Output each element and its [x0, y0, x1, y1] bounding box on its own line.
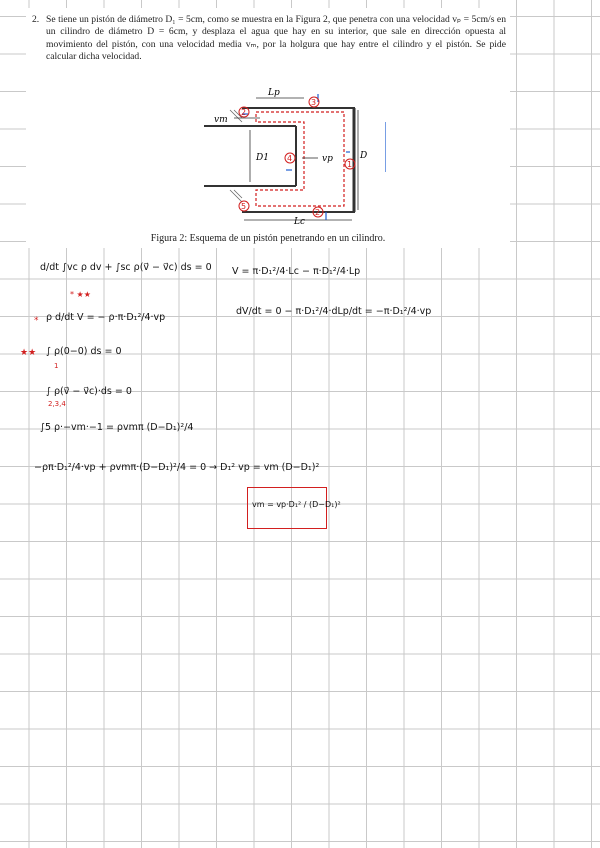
note-equation-4: ∫ ρ(v⃗ − v⃗c)·ds = 0 [46, 386, 132, 397]
label-lp: Lp [268, 88, 280, 98]
note-equation-1: d/dt ∫vc ρ dv + ∫sc ρ(v⃗ − v⃗c) ds = 0 [40, 262, 212, 273]
piston-figure [164, 82, 386, 226]
note-equation-3: ∫ ρ(0−0) ds = 0 [46, 346, 122, 357]
gap-hatch [230, 110, 242, 202]
note-sub-4: 2,3,4 [48, 400, 66, 408]
label-d: D [360, 151, 368, 161]
label-d1: D1 [256, 153, 269, 163]
note-marks-1: * ★★ [70, 290, 91, 299]
note-equation-6: −ρπ·D₁²/4·vp + ρvmπ·(D−D₁)²/4 = 0 → D₁² vp = vm (D−D₁)² [34, 462, 320, 473]
problem-body: Se tiene un pistón de diámetro D₁ = 5cm, como se muestra en la Figura 2, que penetra con una velocidad vₚ = 5cm/s en un cilindro de diámetro D = 6cm, y desplaza el agua que hay en su interior, que sale en dirección opuesta al movimiento del pistón, con una velocidad media vₘ, por la holgura que hay entre el cilindro y el pistón. Se pide calcular dicha velocidad. [46, 14, 506, 63]
note-mark-3: ★★ [20, 348, 37, 358]
label-lc: Lc [294, 217, 306, 226]
note-dvdt: dV/dt = 0 − π·D₁²/4·dLp/dt = −π·D₁²/4·vp [236, 306, 432, 317]
marker-2: 2 [241, 108, 247, 117]
note-volume: V = π·D₁²/4·Lc − π·D₁²/4·Lp [232, 266, 361, 277]
note-mark-2: * [34, 316, 39, 326]
label-vm: vm [214, 115, 228, 125]
marker-1: 1 [347, 160, 353, 169]
marker-3: 3 [311, 98, 317, 107]
note-equation-5: ∫5 ρ·−vm·−1 = ρvmπ (D−D₁)²/4 [40, 422, 194, 433]
marker-5: 5 [241, 202, 247, 211]
label-vp: vp [322, 154, 333, 164]
figure-caption: Figura 2: Esquema de un pistón penetrando en un cilindro. [150, 233, 386, 244]
note-equation-2: ρ d/dt V = − ρ·π·D₁²/4·vp [46, 312, 166, 323]
problem-number: 2. [32, 14, 40, 25]
final-answer: vm = vp·D₁² / (D−D₁)² [252, 500, 341, 509]
marker-4: 4 [287, 154, 293, 163]
note-sub-3: 1 [54, 362, 59, 370]
marker-2b: 2 [315, 208, 321, 217]
problem-statement [32, 14, 506, 64]
problem-block [26, 8, 510, 248]
